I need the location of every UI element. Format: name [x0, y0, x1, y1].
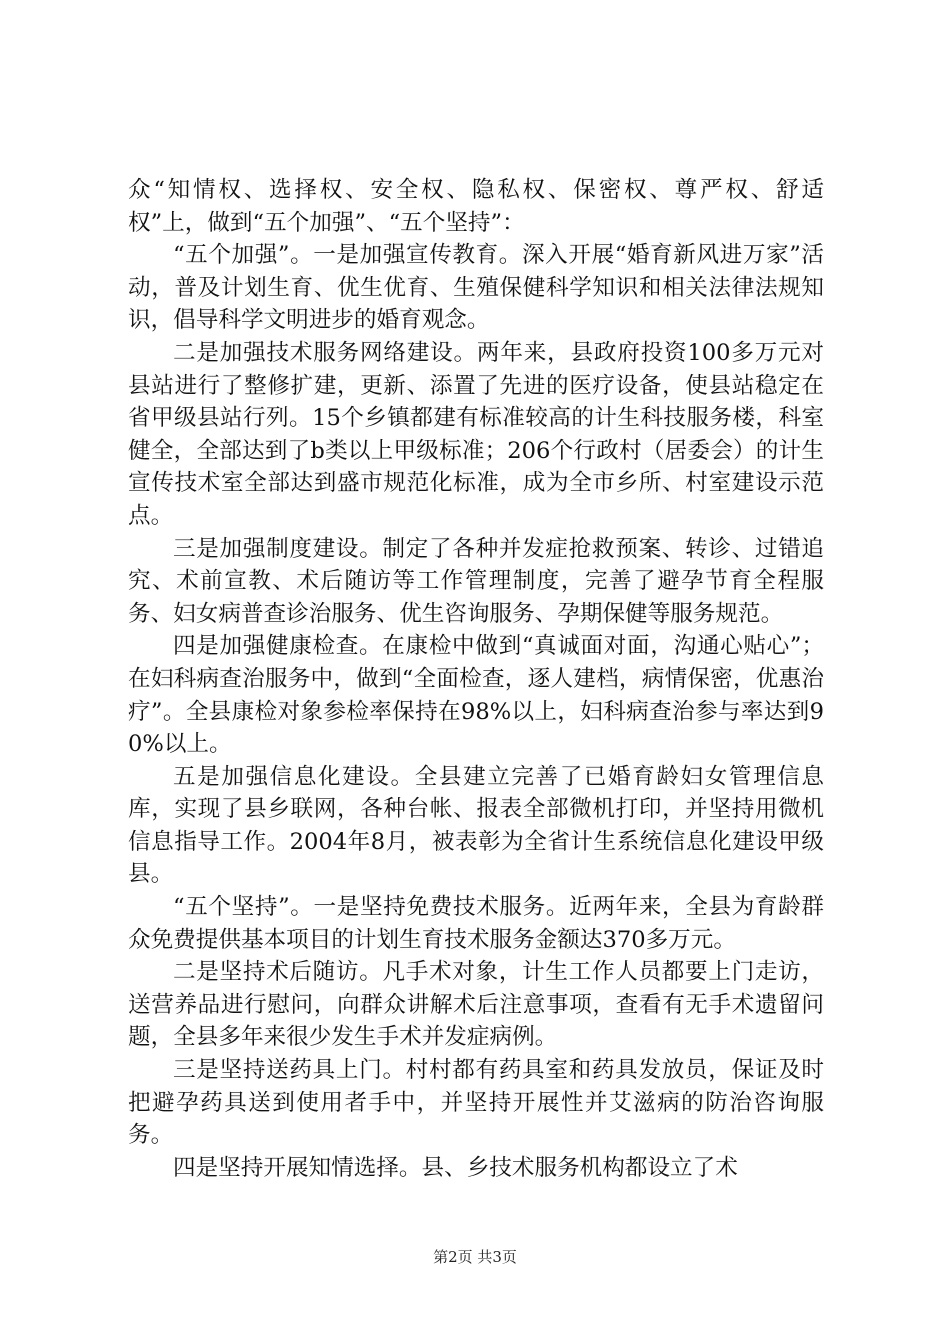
paragraph: 三是坚持送药具上门。村村都有药具室和药具发放员，保证及时把避孕药具送到使用者手中，并坚持开展性并艾滋病的防治咨询服务。	[128, 1057, 824, 1149]
paragraph: 众“知情权、选择权、安全权、隐私权、保密权、尊严权、舒适权”上，做到“五个加强”、“五个坚持”：	[128, 177, 824, 236]
paragraph: 二是加强技术服务网络建设。两年来，县政府投资100多万元对县站进行了整修扩建，更新、添置了先进的医疗设备，使县站稳定在省甲级县站行列。15个乡镇都建有标准较高的计生科技服务楼，科室健全，全部达到了b类以上甲级标准；206个行政村（居委会）的计生宣传技术室全部达到盛市规范化标准，成为全市乡所、村室建设示范点。	[128, 339, 824, 529]
paragraph: 四是坚持开展知情选择。县、乡技术服务机构都设立了术	[173, 1154, 738, 1181]
paragraph: “五个加强”。一是加强宣传教育。深入开展“婚育新风进万家”活动，普及计划生育、优生优育、生殖保健科学知识和相关法律法规知识，倡导科学文明进步的婚育观念。	[128, 242, 824, 334]
paragraph: “五个坚持”。一是坚持免费技术服务。近两年来，全县为育龄群众免费提供基本项目的计划生育技术服务金额达370多万元。	[128, 894, 824, 953]
paragraph: 三是加强制度建设。制定了各种并发症抢救预案、转诊、过错追究、术前宣教、术后随访等工作管理制度，完善了避孕节育全程服务、妇女病普查诊治服务、优生咨询服务、孕期保健等服务规范。	[128, 535, 824, 627]
paragraph: 二是坚持术后随访。凡手术对象，计生工作人员都要上门走访，送营养品进行慰问，向群众讲解术后注意事项，查看有无手术遗留问题，全县多年来很少发生手术并发症病例。	[128, 959, 824, 1051]
document-body	[128, 174, 824, 1184]
page-number-footer: 第2页 共3页	[433, 1248, 517, 1266]
paragraph: 四是加强健康检查。在康检中做到“真诚面对面，沟通心贴心”；在妇科病查治服务中，做到“全面检查，逐人建档，病情保密，优惠治疗”。全县康检对象参检率保持在98%以上，妇科病查治参与率达到90%以上。	[128, 633, 824, 758]
paragraph: 五是加强信息化建设。全县建立完善了已婚育龄妇女管理信息库，实现了县乡联网，各种台帐、报表全部微机打印，并坚持用微机信息指导工作。2004年8月，被表彰为全省计生系统信息化建设甲级县。	[128, 763, 824, 888]
